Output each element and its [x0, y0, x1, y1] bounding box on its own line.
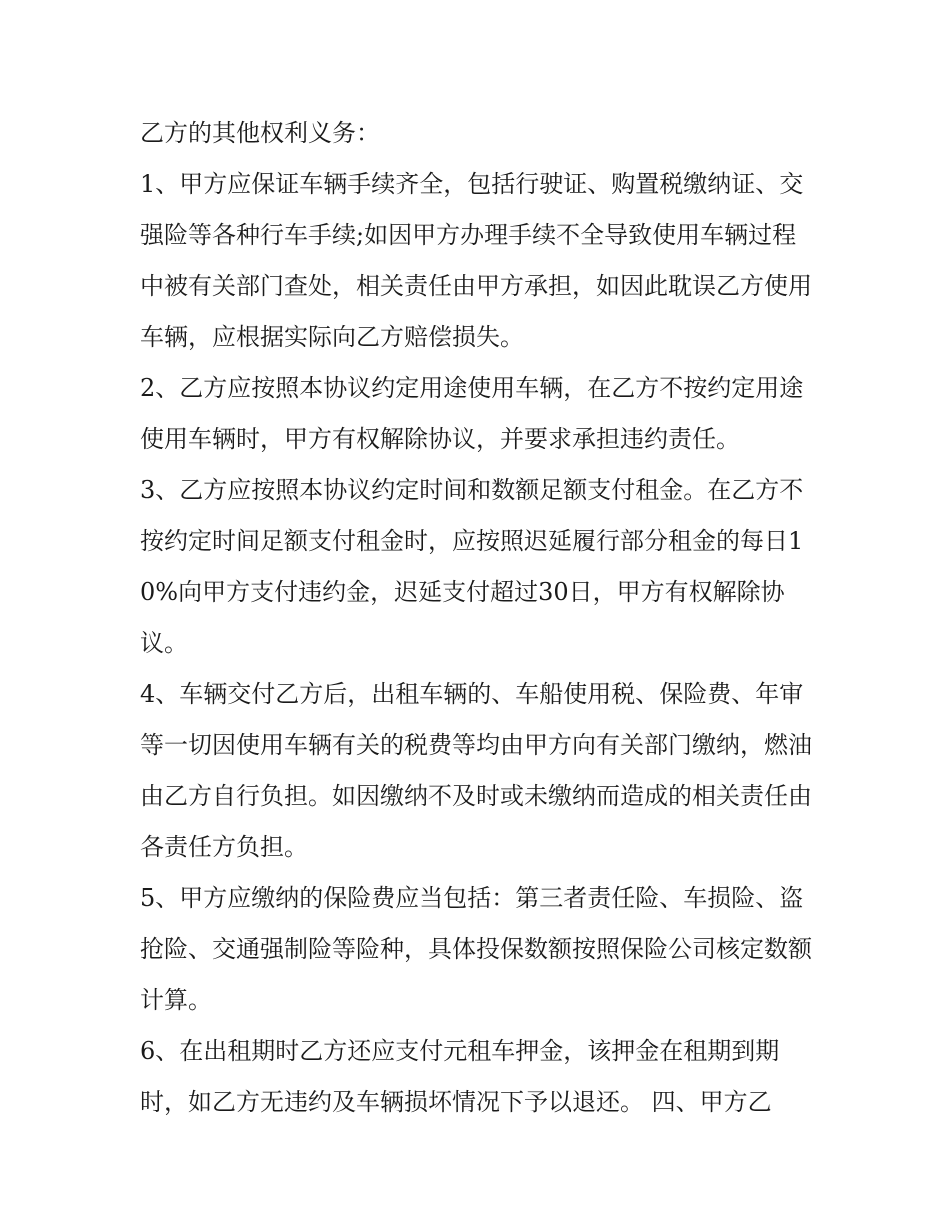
clause-6: 6、在出租期时乙方还应支付元租车押金，该押金在租期到期时，如乙方无违约及车辆损坏情况下予以退还。 四、甲方乙 — [140, 1037, 780, 1116]
clause-2: 2、乙方应按照本协议约定用途使用车辆，在乙方不按约定用途使用车辆时，甲方有权解除协议，并要求承担违约责任。 — [140, 374, 804, 453]
section-heading: 乙方的其他权利义务： — [140, 119, 380, 147]
clause-4: 4、车辆交付乙方后，出租车辆的、车船使用税、保险费、年审等一切因使用车辆有关的税费等均由甲方向有关部门缴纳，燃油由乙方自行负担。如因缴纳不及时或未缴纳而造成的相关责任由各责任方负担。 — [140, 680, 812, 861]
clause-3: 3、乙方应按照本协议约定时间和数额足额支付租金。在乙方不按约定时间足额支付租金时，应按照迟延履行部分租金的每日10%向甲方支付违约金，迟延支付超过30日，甲方有权解除协议。 — [140, 476, 804, 657]
clause-1: 1、甲方应保证车辆手续齐全，包括行驶证、购置税缴纳证、交强险等各种行车手续;如因甲方办理手续不全导致使用车辆过程中被有关部门查处，相关责任由甲方承担，如因此耽误乙方使用车辆，应根据实际向乙方赔偿损失。 — [140, 170, 812, 351]
clause-5: 5、甲方应缴纳的保险费应当包括：第三者责任险、车损险、盗抢险、交通强制险等险种，具体投保数额按照保险公司核定数额计算。 — [140, 884, 812, 1014]
document-body — [140, 108, 820, 1128]
